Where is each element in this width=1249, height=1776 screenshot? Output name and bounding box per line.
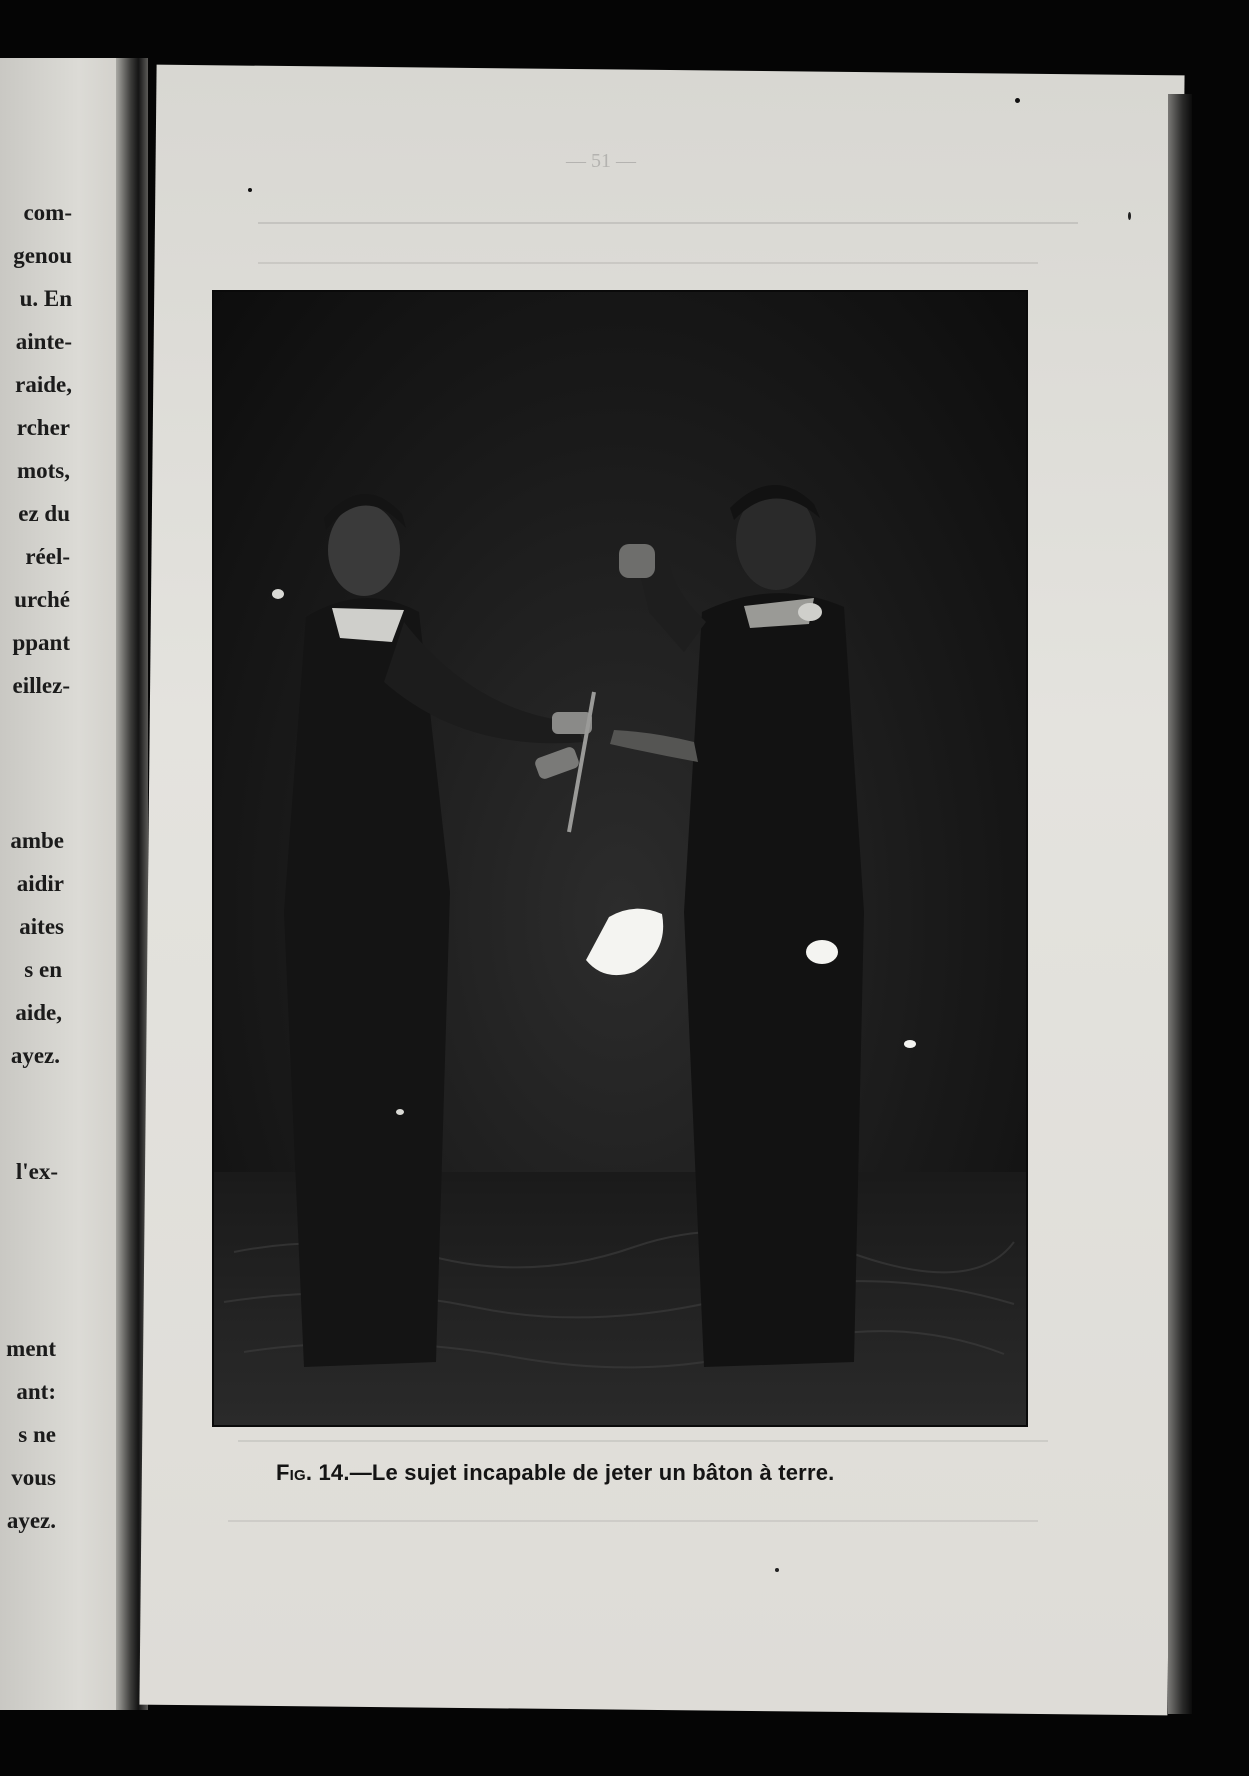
left-page-line: ayez. [10,1043,60,1068]
dust-speck [248,188,252,192]
left-page-line: u. En [19,286,72,311]
photo-damage-spot [396,1109,404,1115]
halftone-photograph [214,292,1026,1425]
left-page-line: vous [11,1465,56,1490]
left-page-line: ment [6,1336,56,1361]
photo-damage-spot [272,589,284,599]
page-number: — 51 — [566,150,636,172]
left-page-text-column [0,58,132,1710]
left-page-line: eillez- [12,673,70,698]
left-page-line: s ne [18,1422,56,1447]
photo-damage-spot [586,909,663,975]
left-page [0,58,132,1710]
left-page-line: ppant [12,630,70,655]
show-through-line [238,1440,1048,1442]
left-page-line: rcher [16,415,70,440]
photo-damage-spot [798,603,822,621]
show-through-line [228,1520,1038,1522]
dust-speck [775,1568,779,1572]
left-page-line: com- [23,200,72,225]
photograph-figures [214,292,1026,1425]
figure-number: Fig. 14. [276,1460,350,1485]
left-page-line: aites [19,914,64,939]
left-page-line: raide, [15,372,72,397]
left-page-line: ambe [10,828,64,853]
figure-caption [276,1460,976,1486]
left-page-line: aide, [15,1000,62,1025]
right-page-edge [1168,94,1192,1714]
photo-damage-spot [806,940,838,964]
left-page-line: genou [13,243,72,268]
left-page-line: ainte- [15,329,72,354]
left-page-line: l'ex- [15,1159,58,1184]
left-page-line: aidir [16,871,64,896]
show-through-line [258,222,1078,224]
left-page-line: ez du [18,501,70,526]
left-page-line: ant: [16,1379,56,1404]
left-page-line: urché [14,587,70,612]
left-page-line: s en [24,957,62,982]
left-page-line: mots, [16,458,70,483]
left-page-line: ayez. [6,1508,56,1533]
dust-speck [1128,212,1131,220]
dust-speck [1015,98,1020,103]
photo-damage-spot [904,1040,916,1048]
left-page-line: réel- [25,544,70,569]
figure-caption-text: —Le sujet incapable de jeter un bâton à terre. [349,1460,835,1485]
show-through-line [258,262,1038,264]
